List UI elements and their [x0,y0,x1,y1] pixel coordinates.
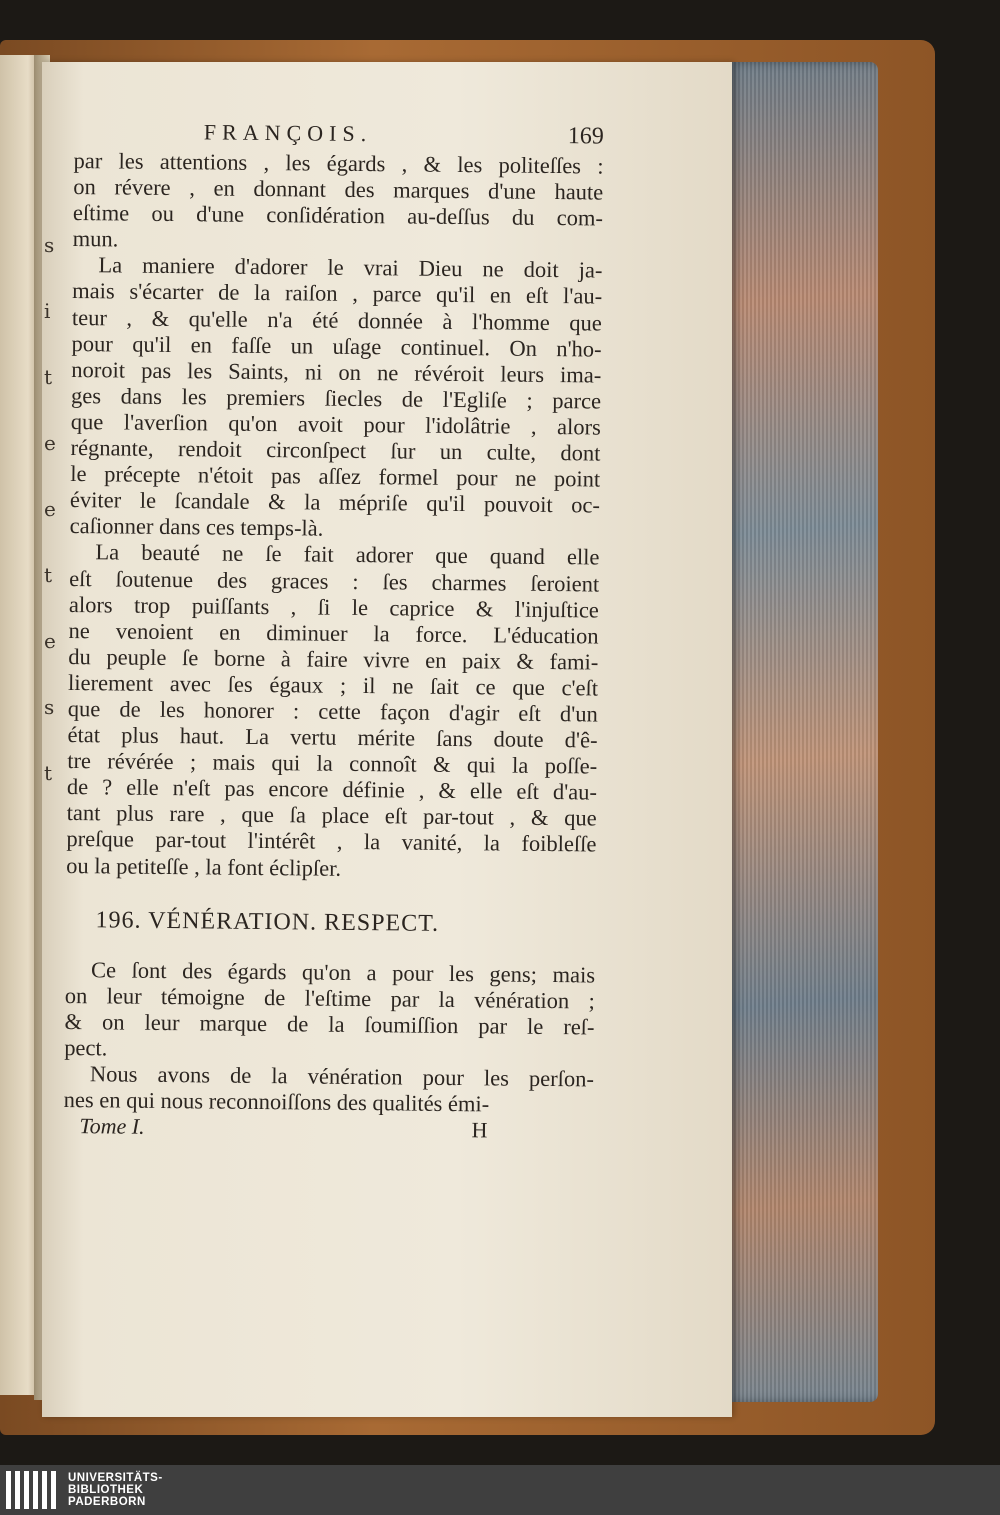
text-line: eſt ſoutenue des graces : ſes charmes ſeroient [69,565,600,597]
text-line: on révere , en donnant des marques d'une haute [73,174,604,205]
text-line: par les attentions , les égards , & les politeſſes : [73,147,604,179]
paragraphs-after-heading [64,957,596,1119]
page-number: 169 [567,123,604,150]
bleed-letter: e [44,629,56,653]
text-line: état plus haut. La vertu mérite ſans doute d'ê- [67,722,598,753]
text-line: que l'averſion qu'on avoit pour l'idolâtrie , alors [70,408,601,440]
volume-label: Tome I. [79,1113,145,1139]
text-line: éviter le ſcandale & la mépriſe qu'il pouvoit oc- [69,487,601,518]
text-line: de ? elle n'eſt pas encore définie , & elle eſt d'au- [66,774,598,805]
running-head-title: FRANÇOIS. [203,119,373,147]
page-footer [63,1113,593,1145]
marbled-page-edges [728,62,878,1402]
library-name [68,1472,163,1508]
text-line: nes en qui nous reconnoiſſons des qualités émi- [63,1087,490,1117]
bleed-letter: e [44,497,56,521]
paragraph [64,957,595,1067]
text-line: La beauté ne ſe fait adorer que quand elle [95,539,600,570]
text-line: Nous avons de la vénération pour les perſon- [89,1061,595,1092]
paragraph [70,252,603,545]
text-line: eſtime ou d'une conſidération au-deſſus du com- [72,200,604,231]
library-name-line-3: PADERBORN [68,1496,146,1508]
text-line: régnante, rendoit circonſpect ſur un culte, dont [70,435,601,466]
text-line: le précepte n'étoit pas aſſez formel pour ne point [70,461,601,492]
text-line: ges dans les premiers ſiecles de l'Egliſe ; parce [70,382,602,414]
bleed-letter: e [44,431,56,455]
paragraph [64,1061,595,1119]
text-line: & on leur marque de la ſoumiſſion par le reſ- [64,1008,595,1040]
library-name-line-2: BIBLIOTHEK [68,1484,144,1496]
bleed-letter: i [44,299,51,323]
text-line: La maniere d'adorer le vrai Dieu ne doit ja- [98,252,603,283]
signature-mark: H [471,1117,488,1143]
text-line: tant plus rare , que ſa place eſt par-tout , & que [66,800,597,831]
text-line: on leur témoigne de l'eſtime par la vénération ; [64,982,595,1014]
text-line: que de les honorer : cette façon d'agir eſt d'un [67,695,598,727]
text-line: noroit pas les Saints, ni on ne révéroit leurs ima- [71,356,602,388]
text-line: mais s'écarter de la raiſon , parce qu'il en eſt l'au- [72,278,603,310]
paragraph [73,148,604,258]
section-heading: 196. VÉNÉRATION. RESPECT. [95,906,440,937]
text-line: preſque par-tout l'intérêt , la vanité, la foibleſſe [66,826,597,857]
text-line: pect. [64,1034,108,1061]
paragraphs-before-heading [66,148,604,884]
text-line: lierement avec ſes égaux ; il ne ſait ce que c'eſt [67,669,599,701]
text-line: du peuple ſe borne à faire vivre en paix & fami- [68,643,599,675]
text-line: alors trop puiſſants , ſi le caprice & l'injuſtice [68,591,600,623]
bleed-letter: t [44,761,53,785]
library-name-line-1: UNIVERSITÄTS- [68,1472,163,1484]
text-line: caſionner dans ces temps-là. [69,513,324,541]
text-line: teur , & qu'elle n'a été donnée à l'homme que [71,304,603,336]
text-line: tre révérée ; mais qui la connoît & qui la poſſe- [67,748,598,779]
verso-bleed-letters [44,212,60,785]
text-line: Ce ſont des égards qu'on a pour les gens; mais [90,956,596,988]
page-text-block [63,118,604,1145]
bleed-letter: t [44,563,53,587]
bleed-letter: t [44,365,53,389]
bleed-letter: s [44,695,55,719]
text-line: mun. [72,226,119,252]
bleed-letter: s [44,233,55,257]
text-line: ne venoient en diminuer la force. L'éducation [68,617,599,649]
running-head [204,119,604,153]
text-line: ou la petiteſſe , la font éclipſer. [66,852,342,881]
paragraph [66,539,600,884]
library-logo-icon [6,1470,56,1510]
library-footer-band [0,1465,1000,1515]
text-line: pour qu'il en faſſe un uſage continuel. On n'ho- [71,330,602,362]
